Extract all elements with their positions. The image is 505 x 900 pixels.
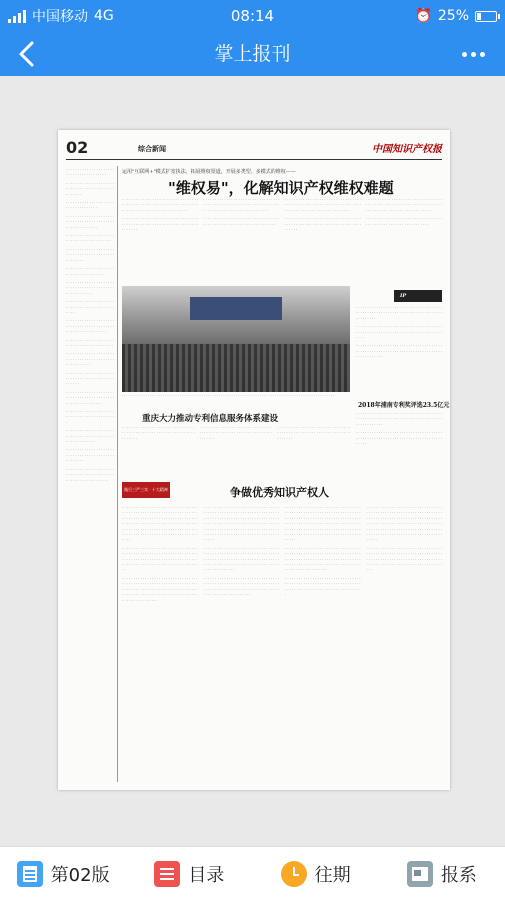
status-right xyxy=(414,8,497,24)
status-bar xyxy=(0,0,505,32)
news-briefs-column[interactable]: · · · · · · · · · · · · · · · · · · · · · · · · · · · · · · · · · · · · · · · · · · · · · · · · · · · · · · · · · · · · · · · · · · · · · · · · · · · · · · · · · · · · · · · · · · · · · · · · · · · · · · · · · · · · · · · · · · · · · · · · · · · · · · · · · · · · · · · · · · · · · · · · · · · · · · · · · · · · · · · · · · · · · · · · · · · · · · · · · · · · · · · · · · · · · · · · · · · · · · · · · · · · · · · · · · · · · · · · · · · · · · · · · · · · · · · · · · · · · · · · · · · · · · · · · · · · · · · · · · · · · · · · · · · · · · · · · · · · · · · · · · · · · · · · · · · · · · · · · · · · · · · · · · · · · · · · · · · · · · · · · · · · · · · · · · · · · · · · · · · · · · · · · · · · · · · · · · · · · · · · · · · · · · · · · · · · · · · · · · · · · · · · · · · · · · · · · · · · · · · · · · · · · · · · · · · · · · · · · · · · · · · · · · · · · · · · · · · · · · · · · · · · · · · · · · · · · · · · · · · · · · · · · · · · · · · · · · · · · · · · · · · · · · · · · · · · · · · · · · · · · · · · · · · · · · · · · · · · · · · · · · · · · · · · · · · · · · · · · · · · · · · · · · · · · · · · · · · · · · · · · · · · · · · · · · · · · · · · · · · · · · · · · · · · · · · · · · · · · · · · · · · · · · · · · · · · · · · · · · · · · · · · · · · · · · · · · · · · · · · · · · · · · · · · · · · · · · · · · · · · · · · · · · · · · · · · · · · · · · · · · · · · · · · · · · · · · · · · · · · · · · · · · · · · · · · · · · · · · · · · · · · · · · · · · · · · · · · · · · · · · · · · · · · · · · · · · · · · · · · · · · · · · · · · · · · · · · · · · · · · · · · · · · · · · · · · · · · · · · · · · · · · · · · · · · · · · · · · · · · · · · · · · · · · · · · · · · · · · · · · · · · · · · · · · · · · · · · · · · · · · · · · · · · · · · · · · · · · · · xyxy=(66,168,114,483)
newspaper-viewer[interactable] xyxy=(0,76,505,846)
campaign-banner: 践行三严三实 · 十大精神 xyxy=(122,482,170,498)
clock-icon xyxy=(281,861,307,887)
bottom-nav xyxy=(0,846,505,900)
battery-percent: 25% xyxy=(437,8,469,24)
status-left xyxy=(8,6,114,26)
chongqing-story-body[interactable]: · · · · · · · · · · · · · · · · · · · · · · · · · · · · · · · · · · · · · · · · · · · · · · · · · · · · · · · · · · · · · · · · · · · · · · · · · · · · · · · · · · · · · · · · · · · · · · · · · · · · · · · · · · · · · · · · · · · · · · · · · · · · · · · · · · · · · · · · · · · · · · · · · · · · · · · · · · · · · · · · · · · · · · · · · · · · · · · · · · · · · · · · · · · · · · · · · · · · · · · · · · · · · · · · · · · · · xyxy=(122,426,350,441)
main-story-kicker: 运用"互联网+"模式扩宽执法、拓展维权渠道，开展多类型、多模式的维权—— xyxy=(122,169,296,175)
feature-story-headline[interactable]: 争做优秀知识产权人 xyxy=(230,486,329,499)
photo-caption: · · · · · · · · · · · · · · · · · · · · · · · · · · · · · · · · · · · · · · · · · · · · · · · · · · · · · · · · · · · · · · · · · · · · · · · · · · · · · · · · · · · · · · · · · · · · · · · · · · · xyxy=(122,394,335,398)
app-bar xyxy=(0,32,505,76)
alarm-icon: ⏰ xyxy=(414,8,432,24)
side-story-body[interactable]: · · · · · · · · · · · · · · · · · · · · · · · · · · · · · · · · · · · · · · · · · · · · · · · · · · · · · · · · · · · · · · · · · · · · · · · · · · · · · · · · · · · · · · · · · · · · · · · · · · · · · · · · · · · · · · · · · · · · · · · · · · · · · · · · · · · · · · · · · · · · · · · · · · · · · · · · · · · · · · · · · · · · · · · · · · · · · · · · · · · · · · · · · · · · · · · · · · · · · · · · · · · · · · · · · · · · · · · · · · · · · · · · · · · · · · · · · · · · · · · · · · · · · · · · · · · · · xyxy=(356,306,442,360)
feature-story-body[interactable]: · · · · · · · · · · · · · · · · · · · · · · · · · · · · · · · · · · · · · · · · · · · · · · · · · · · · · · · · · · · · · · · · · · · · · · · · · · · · · · · · · · · · · · · · · · · · · · · · · · · · · · · · · · · · · · · · · · · · · · · · · · · · · · · · · · · · · · · · · · · · · · · · · · · · · · · · · · · · · · · · · · · · · · · · · · · · · · · · · · · · · · · · · · · · · · · · · · · · · · · · · · · · · · · · · · · · · · · · · · · · · · · · · · · · · · · · · · · · · · · · · · · · · · · · · · · · · · · · · · · · · · · · · · · · · · · · · · · · · · · · · · · · · · · · · · · · · · · · · · · · · · · · · · · · · · · · · · · · · · · · · · · · · · · · · · · · · · · · · · · · · · · · · · · · · · · · · · · · · · · · · · · · · · · · · · · · · · · · · · · · · · · · · · · · · · · · · · · · · · · · · · · · · · · · · · · · · · · · · · · · · · · · · · · · · · · · · · · · · · · · · · · · · · · · · · · · · · · · · · · · · · · · · · · · · · · · · · · · · · · · · · · · · · · · · · · · · · · · · · · · · · · · · · · · · · · · · · · · · · · · · · · · · · · · · · · · · · · · · · · · · · · · · · · · · · · · · · · · · · · · · · · · · · · · · · · · · · · · · · · · · · · · · · · · · · · · · · · · · · · · · · · · · · · · · · · · · · · · · · · · · · · · · · · · · · · · · · · · · · · · · · · · · · · · · · · · · · · · · · · · · · · · · · · · · · · · · · · · · · · · · · · · · · · · · · · · · · · · · · · · · · · · · · · · · · · · · · · · · · · · · · · · · · · · · · · · · · · · · · · · · · · · · · · · · · · · · · · · · · · · · · · · · · · · · · · · · · · · · · · · · · · · · · · · · · · · · · · · · · · · · · · · · · · · · · · · · · · · · · · · · · · · · · · · · · · · · · · · · · · · · · · · · · · · · · · · · · · · · · · · · · · · · · · · · · · · · · · · · · · · · · · · · · · · · · · · · · · · · · · · · · · · · · · · · · · · · · · · · · · · · · · · · · · · · · · · · · · · · · · · · · · · · · · · · · · · · · · · · · · · · · · · · · · · · · · · · · · · · · · · · · · · · · · · · · · · · · · · · · · · · · · · · · · · · · · · · · · · · · · · · · · · · · · · · · · · · · · · · · · · · · · · · · · · · · · · · · · · · · · · · · · · · · · · · · · · · · · · · · · · · · · · · · · · · · · · · · · · · · · · · · · · · · · · · · · · · · · · · · · · · · · · · · · · · · · · · · · · · · · · · · · · · · · · · · · · · · · · · · · · · · · · · · · · · · · · · · · · · · · · · · · · · · · · · · · · · · · · · · · · · · · · · · · · · · · · · · · · · · · · · · · · · · · · · · · · · · · · · · · · · · · · · · · · · · · · · · · · · · · · · · · · · · · · · · · · · · · · · · · · · · · · · · · · · · · · · · · · · · · · · · · · · · · · · · · · · · · · · · · · · · · · · · · · · · · · · · · · · · · · · · · · · · · · · · · · · · · · · · · · · · · · · · · · · · · · · · · · · · · · · · · · · · · · · · · · · · · · · · · · · · · · · · · · · · · · · · · · · · · · · · · · · · · · · · · · · · · · · · · · · · · · · · · · · · · · · · · · · · · · · · · · · · · · · · · · · · · · · · · · · · · · · · · · · · · · · · · · · · · · · · · · · · · · · · · · · · · · · · · · · · · · · · · · · · · · · · · · · · · · · · · · · · · · · · · · · · · · · · · · · · · · · · · · · · · · · · · · · · · · · · · · · · · · · · · · · · · · · · · · · · · · · · · · · · · · · · · · · · · · · · · · · · · · · · · · · · · · · · · · · · · · · · · · · · · · · · · · · · · · · · · · · · · · · · · · · · · · · · · · · · · · · · · · · · · · · · · · · · · · · · · · · · · · · · · · · · · · · · · · · · · · · · · · · · · · · · · · · · · · · · · · · xyxy=(122,506,442,603)
page-select-label: 第02版 xyxy=(50,864,110,886)
more-dot-icon xyxy=(462,52,467,57)
archive-label: 往期 xyxy=(314,864,351,886)
toc-label: 目录 xyxy=(188,864,225,886)
paper-logo: 中国知识产权报 xyxy=(372,144,442,155)
list-icon xyxy=(154,861,180,887)
column-divider xyxy=(117,166,118,782)
battery-icon xyxy=(475,11,497,22)
page-number: 02 xyxy=(66,138,89,157)
chongqing-story-headline[interactable]: 重庆大力推动专利信息服务体系建设 xyxy=(142,414,279,424)
newspaper-page[interactable] xyxy=(58,130,450,790)
section-name: 综合新闻 xyxy=(138,144,166,153)
signal-icon xyxy=(8,9,26,23)
page-title: 掌上报刊 xyxy=(214,43,291,65)
page-icon xyxy=(17,861,43,887)
papers-button[interactable] xyxy=(379,861,505,887)
newspaper-icon xyxy=(407,861,433,887)
network-type: 4G xyxy=(94,8,114,24)
main-story-body[interactable]: · · · · · · · · · · · · · · · · · · · · · · · · · · · · · · · · · · · · · · · · · · · · · · · · · · · · · · · · · · · · · · · · · · · · · · · · · · · · · · · · · · · · · · · · · · · · · · · · · · · · · · · · · · · · · · · · · · · · · · · · · · · · · · · · · · · · · · · · · · · · · · · · · · · · · · · · · · · · · · · · · · · · · · · · · · · · · · · · · · · · · · · · · · · · · · · · · · · · · · · · · · · · · · · · · · · · · · · · · · · · · · · · · · · · · · · · · · · · · · · · · · · · · · · · · · · · · · · · · · · · · · · · · · · · · · · · · · · · · · · · · · · · · · · · · · · · · · · · · · · · · · · · · · · · · · · · · · · · · · · · · · · · · · · · · · · · · · · · · · · · · · · · · · · · · · · · · · · · · · · · · · · · · · · · · · · · · · · · · · · · · · · · · · · · · · · · · · · · · · · · · · · · · · · · · · · · · · · · · · · · · · · · · · · · · · · · · · · · · · · · · · · · · · · · · · · · · · · · · · · · · · · · · · · · · · · · · · · · · · · · · · · · · · · · · · · · · · · · · · · · · · · · · · · · · · · · · · · · · · · · · · · · · · · · · · · · · · · · · · · · · · · · · · · · · · · · · · · · · · · · · · · · · · · · · · · · · · · · · · · · · · · · · · · · · · · · · · · · · · · · · · · · · · · · · · · · · · · · · · · · · · · · · · · · · · · · · · · · · · · · · · · · · · · · · · · xyxy=(122,198,442,233)
more-options-button[interactable] xyxy=(453,38,493,70)
toc-button[interactable] xyxy=(126,861,252,887)
page-select-button[interactable] xyxy=(0,861,126,887)
award-story-body[interactable]: · · · · · · · · · · · · · · · · · · · · · · · · · · · · · · · · · · · · · · · · · · · · · · · · · · · · · · · · · · · · · · · · · · · · · · · · · · · · · · · · · · · · · · · · · · · · · · · · · · · · · · · · · · · · · · · · · · · · · · · · · · · · · · · · · · · · · · · · · · · · · · · · · · · · · · · · · · · · · · · · · · · · · · · · · xyxy=(356,412,442,447)
papers-label: 报系 xyxy=(440,864,477,886)
carrier-name: 中国移动 xyxy=(32,9,88,25)
archive-button[interactable] xyxy=(253,861,379,887)
award-story-headline[interactable]: 2018年浦南专利奖评选23.5亿元 xyxy=(358,402,450,409)
main-story-headline[interactable]: "维权易"，化解知识产权维权难题 xyxy=(168,179,394,197)
news-photo[interactable] xyxy=(122,286,350,392)
page-masthead xyxy=(66,138,442,160)
clock: 08:14 xyxy=(230,7,275,25)
ip-column-logo: IP xyxy=(394,290,442,302)
